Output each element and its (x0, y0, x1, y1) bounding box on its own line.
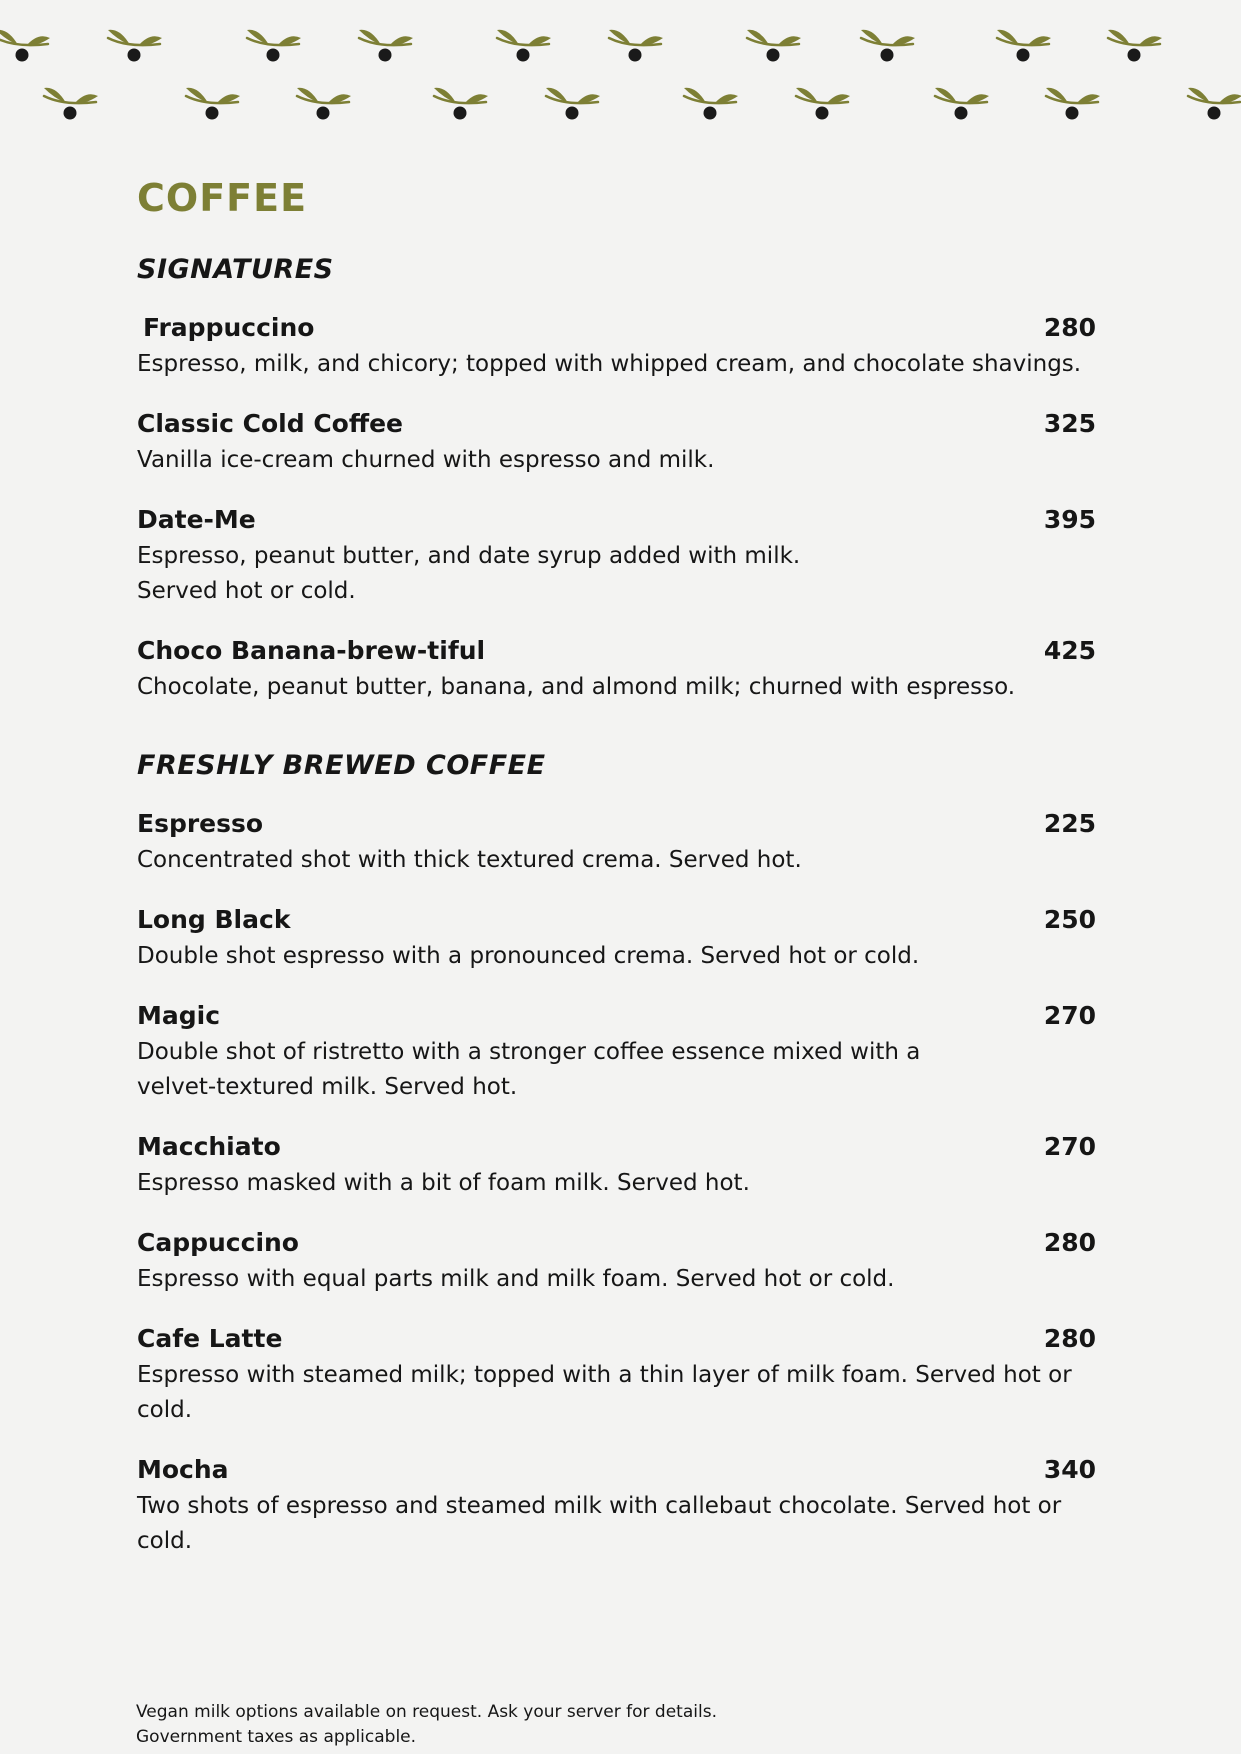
item-description: Concentrated shot with thick textured crema. Served hot. (137, 847, 802, 873)
olive-branch-icon (546, 88, 600, 120)
item-price: 270 (1043, 1132, 1096, 1161)
menu-item (137, 503, 1096, 609)
item-price: 325 (1043, 409, 1096, 438)
item-name: Macchiato (137, 1132, 281, 1161)
menu-item (137, 311, 1096, 382)
menu-item (137, 1453, 1096, 1559)
item-name: Cafe Latte (137, 1324, 283, 1353)
olive-branch-icon (1046, 88, 1100, 120)
olive-branch-icon (247, 30, 301, 62)
item-price: 280 (1043, 1324, 1096, 1353)
item-name: Mocha (137, 1455, 229, 1484)
item-price: 270 (1043, 1001, 1096, 1030)
olive-branch-icon (297, 88, 351, 120)
menu-item (137, 407, 1096, 478)
item-price: 280 (1043, 1228, 1096, 1257)
menu-item (137, 999, 1096, 1105)
page-title: COFFEE (137, 176, 308, 220)
menu-item (137, 1322, 1096, 1428)
item-name: Frappuccino (143, 313, 315, 342)
olive-branch-icon (497, 30, 551, 62)
item-description: Two shots of espresso and steamed milk with callebaut chocolate. Served hot or cold. (137, 1493, 1062, 1554)
item-price: 280 (1043, 313, 1096, 342)
signatures-list (137, 311, 1096, 705)
olive-branch-border (0, 0, 1241, 140)
item-name: Classic Cold Coffee (137, 409, 404, 438)
item-price: 425 (1043, 636, 1096, 665)
item-description: Double shot of ristretto with a stronger coffee essence mixed with a velvet-textured milk. Served hot. (137, 1039, 921, 1100)
menu-item (137, 634, 1096, 705)
item-name: Magic (137, 1001, 221, 1030)
item-description: Chocolate, peanut butter, banana, and almond milk; churned with espresso. (137, 674, 1016, 700)
menu-item (137, 807, 1096, 878)
olive-branch-icon (935, 88, 989, 120)
item-description: Espresso with equal parts milk and milk foam. Served hot or cold. (137, 1266, 895, 1292)
item-name: Cappuccino (137, 1228, 299, 1257)
olive-branch-icon (1108, 30, 1162, 62)
item-description: Espresso, milk, and chicory; topped with whipped cream, and chocolate shavings. (137, 351, 1082, 377)
menu-item (137, 1130, 1096, 1201)
menu-item (137, 1226, 1096, 1297)
item-price: 225 (1043, 809, 1096, 838)
olive-branch-icon (186, 88, 240, 120)
freshly-brewed-list (137, 807, 1096, 1559)
olive-branch-icon (747, 30, 801, 62)
olive-branch-icon (359, 30, 413, 62)
olive-branch-icon (684, 88, 738, 120)
olive-branch-icon (44, 88, 98, 120)
item-name: Date-Me (137, 505, 256, 534)
olive-branch-icon (0, 30, 50, 62)
item-description: Vanilla ice-cream churned with espresso and milk. (137, 447, 715, 473)
item-description: Double shot espresso with a pronounced crema. Served hot or cold. (137, 943, 920, 969)
item-price: 250 (1043, 905, 1096, 934)
item-description: Espresso, peanut butter, and date syrup added with milk. (137, 543, 801, 569)
olive-branch-icon (108, 30, 162, 62)
footnote-vegan: Vegan milk options available on request. Ask your server for details. (136, 1702, 717, 1722)
footnote-taxes: Government taxes as applicable. (136, 1727, 417, 1747)
item-description: Espresso with steamed milk; topped with a thin layer of milk foam. Served hot or cold. (137, 1362, 1072, 1423)
item-name: Choco Banana-brew-tiful (137, 636, 486, 665)
olive-branch-icon (861, 30, 915, 62)
section-heading-freshly-brewed: FRESHLY BREWED COFFEE (137, 750, 546, 781)
section-heading-signatures: SIGNATURES (137, 254, 334, 285)
item-price: 340 (1043, 1455, 1096, 1484)
olive-branch-icon (609, 30, 663, 62)
olive-branch-icon (1188, 88, 1241, 120)
footnotes (136, 1700, 717, 1750)
menu-page (137, 175, 1096, 1584)
item-name: Espresso (137, 809, 264, 838)
item-price: 395 (1043, 505, 1096, 534)
item-name: Long Black (137, 905, 291, 934)
olive-branch-icon (796, 88, 850, 120)
menu-item (137, 903, 1096, 974)
item-description: Espresso masked with a bit of foam milk. Served hot. (137, 1170, 750, 1196)
olive-branch-icon (434, 88, 488, 120)
olive-branch-icon (997, 30, 1051, 62)
item-description-line2: Served hot or cold. (137, 578, 356, 604)
